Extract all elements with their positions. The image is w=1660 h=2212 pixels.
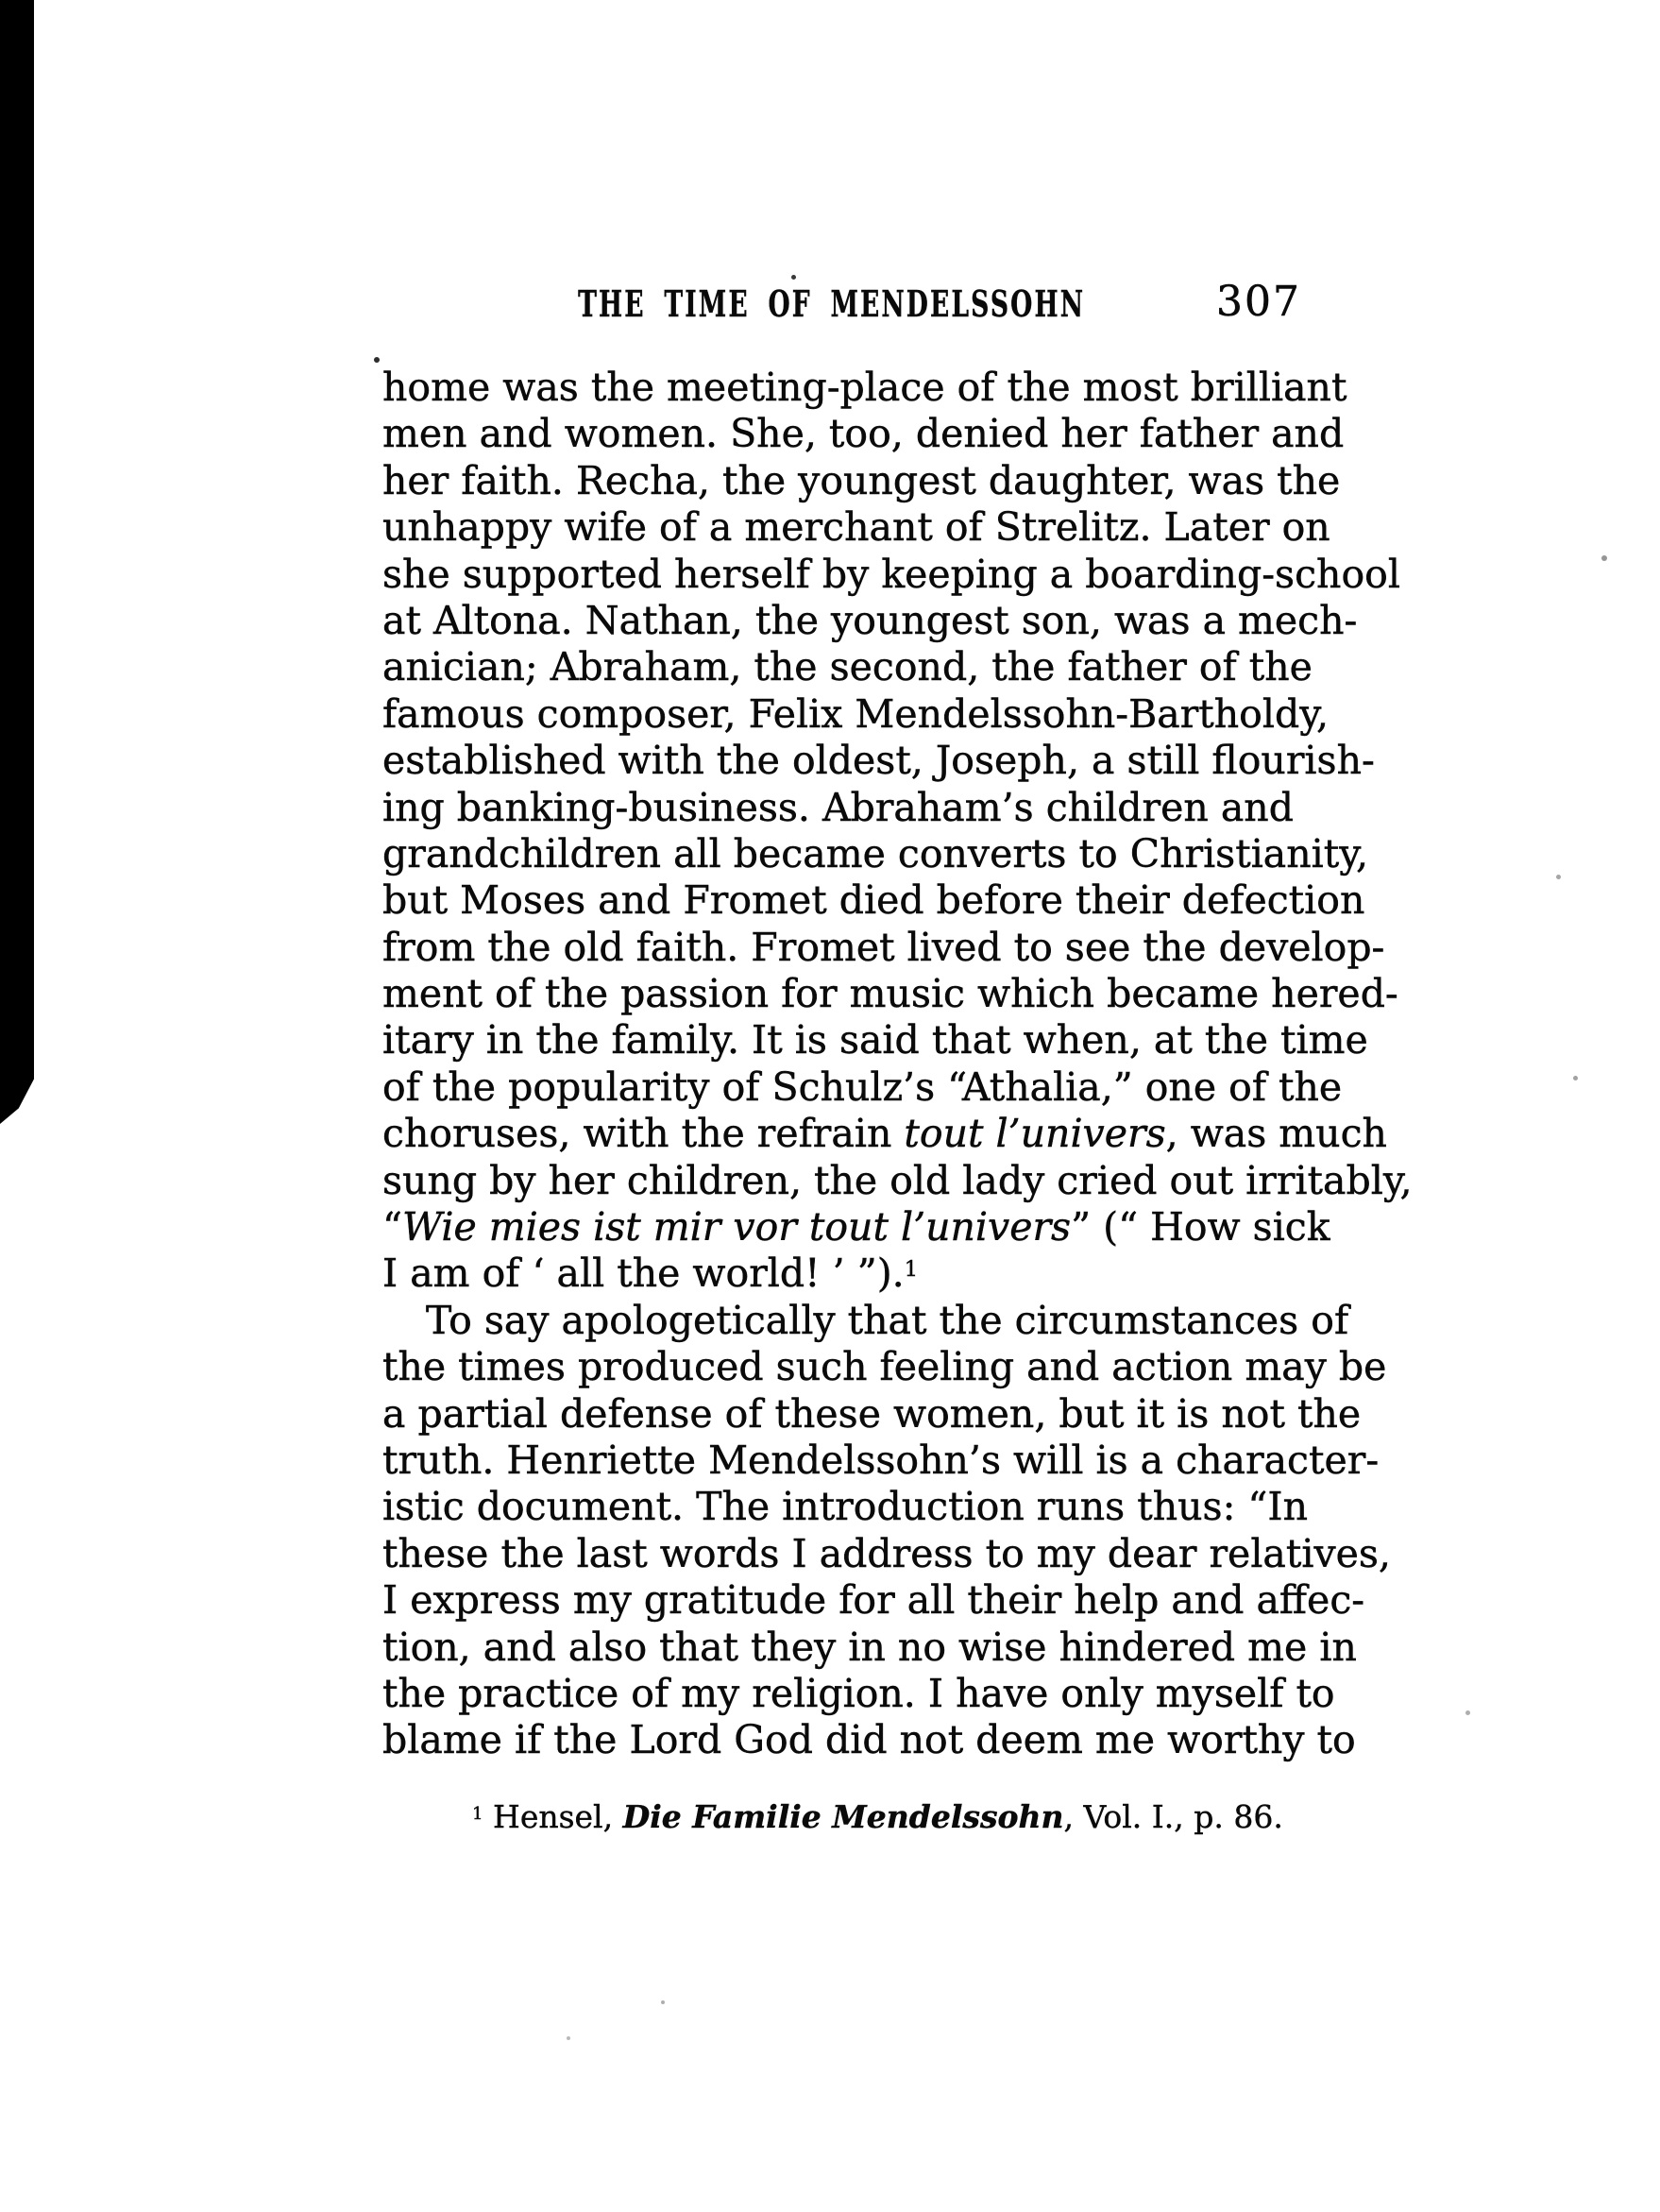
text-line: grandchildren all became converts to Christianity, xyxy=(382,830,1368,876)
text-line: choruses, with the refrain tout l’univers, was much xyxy=(382,1111,1387,1157)
text-line: she supported herself by keeping a boarding-school xyxy=(382,551,1400,597)
text-line: ment of the passion for music which became hered- xyxy=(382,971,1398,1017)
text-line: blame if the Lord God did not deem me worthy to xyxy=(382,1717,1356,1763)
text-line: men and women. She, too, denied her father and xyxy=(382,411,1345,457)
text-line: istic document. The introduction runs thus: “In xyxy=(382,1484,1308,1530)
scan-speck xyxy=(1573,1076,1578,1080)
footnote-text-pre: Hensel, xyxy=(483,1798,623,1835)
text-line: the practice of my religion. I have only myself to xyxy=(382,1670,1335,1716)
text-line: To say apologetically that the circumstances of xyxy=(426,1297,1349,1343)
text-line: “Wie mies ist mir vor tout l’univers” (“ How sick xyxy=(382,1204,1330,1251)
scan-speck xyxy=(1465,1710,1470,1715)
text-line: the times produced such feeling and action may be xyxy=(382,1344,1387,1390)
scan-speck xyxy=(661,2000,665,2004)
text-line: from the old faith. Fromet lived to see the develop- xyxy=(382,924,1385,970)
body-text xyxy=(382,365,1413,1764)
footnote xyxy=(472,1795,1283,1839)
scan-speck xyxy=(1556,875,1561,879)
text-line: I am of ‘ all the world! ’ ”).$^1$ xyxy=(382,1251,919,1297)
footnote-book-title: Die Familie Mendelssohn xyxy=(622,1798,1064,1835)
scan-speck xyxy=(567,2036,570,2040)
text-line: sung by her children, the old lady cried out irritably, xyxy=(382,1157,1413,1203)
text-line: anician; Abraham, the second, the father of the xyxy=(382,644,1313,690)
text-line: itary in the family. It is said that when, at the time xyxy=(382,1017,1368,1063)
page-number: 307 xyxy=(1216,278,1301,326)
scan-speck xyxy=(374,357,380,363)
footnote-marker: 1 xyxy=(472,1803,483,1824)
text-line: famous composer, Felix Mendelssohn-Bartholdy, xyxy=(382,690,1329,737)
scan-speck xyxy=(791,275,796,280)
text-line: truth. Henriette Mendelssohn’s will is a character- xyxy=(382,1437,1380,1483)
text-line: but Moses and Fromet died before their defection xyxy=(382,877,1365,924)
text-line: I express my gratitude for all their help and affec- xyxy=(382,1577,1365,1624)
text-line: at Altona. Nathan, the youngest son, was a mech- xyxy=(382,597,1358,643)
scan-gutter-bar xyxy=(0,0,34,1124)
text-line: ing banking-business. Abraham’s children and xyxy=(382,784,1294,830)
scan-speck xyxy=(1601,555,1607,561)
text-line: home was the meeting-place of the most brilliant xyxy=(382,365,1347,410)
text-line: her faith. Recha, the youngest daughter, was the xyxy=(382,457,1341,503)
text-line: unhappy wife of a merchant of Strelitz. Later on xyxy=(382,504,1330,551)
text-line: a partial defense of these women, but it is not the xyxy=(382,1390,1362,1437)
text-line: of the popularity of Schulz’s “Athalia,” one of the xyxy=(382,1063,1343,1110)
text-line: established with the oldest, Joseph, a still flourish- xyxy=(382,738,1375,784)
text-line: tion, and also that they in no wise hindered me in xyxy=(382,1624,1357,1670)
footnote-text-post: , Vol. I., p. 86. xyxy=(1063,1798,1283,1835)
page-title: THE TIME OF MENDELSSOHN xyxy=(578,282,1086,325)
text-line: these the last words I address to my dear relatives, xyxy=(382,1530,1391,1576)
running-header xyxy=(382,282,1281,326)
